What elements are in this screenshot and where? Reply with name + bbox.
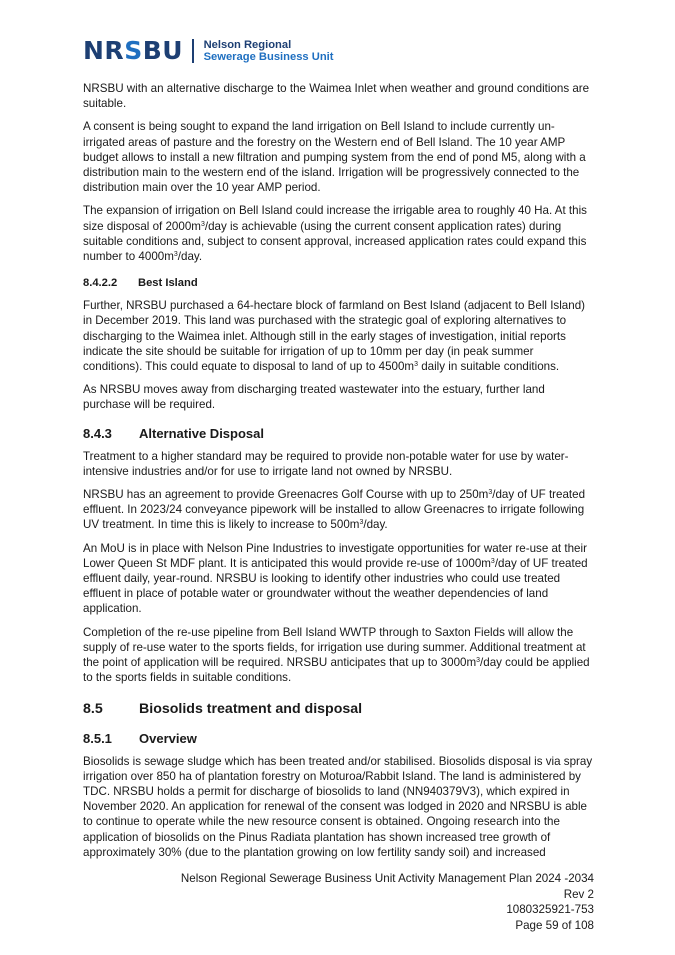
text-run: An MoU is in place with Nelson Pine Industries to investigate opportunities for water re-use at their Lower Queen St MDF plant. It is anticipated this would provide re-use of 1000m (83, 541, 587, 570)
text-run: /day of UF treated effluent daily, year-round. NRSBU is looking to identify other industries who could use treated effluent in place of potable water or groundwater without the weather dependencies of land application. (83, 556, 588, 616)
footer-plan-title: Nelson Regional Sewerage Business Unit Activity Management Plan 2024 -2034 (180, 872, 594, 885)
section-number: 8.5.1 (83, 730, 112, 746)
footer-document-id: 1080325921-753 (506, 903, 594, 917)
superscript: 3 (200, 220, 205, 228)
paragraph: A consent is being sought to expand the land irrigation on Bell Island to include currently un-irrigated areas of pasture and the forestry on the Western end of Bell Island. The 10 year AMP budget allows to install a new filtration and pumping system from the end of pond M5, along with a distribution main to the western end of the island. Irrigation will be progressively connected to the distribution main over the 10 year AMP period. (83, 120, 586, 195)
section-title: Best Island (138, 277, 198, 290)
text-run: daily in suitable conditions. (417, 360, 560, 374)
section-title: Alternative Disposal (139, 425, 264, 441)
paragraph (83, 625, 593, 686)
section-heading-8-4-3 (83, 426, 593, 442)
paragraph (83, 298, 593, 374)
text-run: Further, NRSBU purchased a 64-hectare block of farmland on Best Island (adjacent to Bell Island) in December 2019. This land was purchased with the strategic goal of exploring alternatives to discharging to the Waimea inlet. Although still in the early stages of investigation, initial reports indicate the site should be suitable for irrigation of up to 10mm per day (in peak summer conditions). This could equate to disposal to land of up to 4500m (83, 299, 586, 374)
paragraph (83, 541, 593, 617)
document-header (83, 38, 334, 64)
logo-subtitle-line2: Sewerage Business Unit (203, 51, 334, 63)
paragraph: NRSBU with an alternative discharge to the Waimea Inlet when weather and ground conditions are suitable. (83, 82, 590, 111)
section-number: 8.5 (83, 700, 103, 717)
section-heading-8-4-2-2 (83, 276, 593, 291)
text-run: /day. (363, 518, 388, 532)
section-title: Overview (139, 730, 197, 746)
superscript: 3 (414, 361, 418, 369)
paragraph (83, 487, 593, 533)
text-run: /day of UF treated effluent. In 2023/24 conveyance pipework will be installed to allow Greenacres to irrigate following UV treatment. In time this is likely to increase to 500m (83, 488, 586, 532)
logo-text-s: S (124, 36, 143, 65)
superscript: 3 (476, 657, 481, 665)
paragraph: Biosolids is sewage sludge which has been treated and/or stabilised. Biosolids disposal is via spray irrigation over 850 ha of plantation forestry on Moturoa/Rabbit Island. The land is administered by TDC. NRSBU holds a permit for discharge of biosolids to land (NN940379V3), which expired in November 2020. An application for renewal of the consent was lodged in 2020 and NRSBU is able to continue to operate while the new resource consent is obtained. Ongoing research into the application of biosolids on the Pinus Radiata plantation has shown increased tree growth of approximately 30% (due to the plantation growing on low fertility sandy soil) and increased (83, 754, 593, 859)
nrsbu-logo (83, 38, 183, 64)
text-run: NRSBU has an agreement to provide Greenacres Golf Course with up to 250m (83, 488, 489, 502)
section-title: Biosolids treatment and disposal (139, 700, 363, 717)
paragraph: As NRSBU moves away from discharging treated wastewater into the estuary, further land purchase will be required. (83, 383, 545, 412)
superscript: 3 (490, 557, 495, 565)
text-run: /day could be applied to the sports fields in suitable conditions. (83, 656, 590, 685)
text-run: The expansion of irrigation on Bell Island could increase the irrigable area to roughly 40 Ha. At this size disposal of 2000m (83, 204, 587, 233)
document-body (83, 81, 593, 868)
footer-revision: Rev 2 (563, 887, 594, 901)
section-heading-8-5 (83, 700, 593, 718)
logo-subtitle-line1: Nelson Regional (203, 38, 292, 51)
footer-page-number: Page 59 of 108 (515, 918, 594, 932)
text-run: Completion of the re-use pipeline from Bell Island WWTP through to Saxton Fields will allow the supply of re-use water to the sports fields, for irrigation use during summer. Additional treatment at the point of application will be required. NRSBU anticipates that up to 3000m (83, 625, 586, 670)
paragraph: Treatment to a higher standard may be required to provide non-potable water for use by water-intensive industries and/or for use to irrigate land not owned by NRSBU. (83, 449, 569, 478)
section-heading-8-5-1 (83, 731, 593, 747)
logo-text-bu: BU (142, 36, 184, 65)
superscript: 3 (359, 519, 364, 527)
text-run: /day is achievable (using the current consent application rates) during suitable conditions and, subject to consent approval, increased application rates could expand this number to 4000m (83, 219, 587, 264)
document-footer (181, 871, 594, 933)
logo-subtitle (204, 39, 334, 64)
logo-divider (192, 39, 194, 63)
section-number: 8.4.3 (83, 425, 112, 441)
section-number: 8.4.2.2 (83, 277, 118, 290)
paragraph (83, 203, 593, 264)
superscript: 3 (488, 489, 493, 497)
superscript: 3 (173, 251, 178, 259)
text-run: /day. (177, 250, 203, 264)
logo-text-nr: NR (83, 36, 125, 65)
